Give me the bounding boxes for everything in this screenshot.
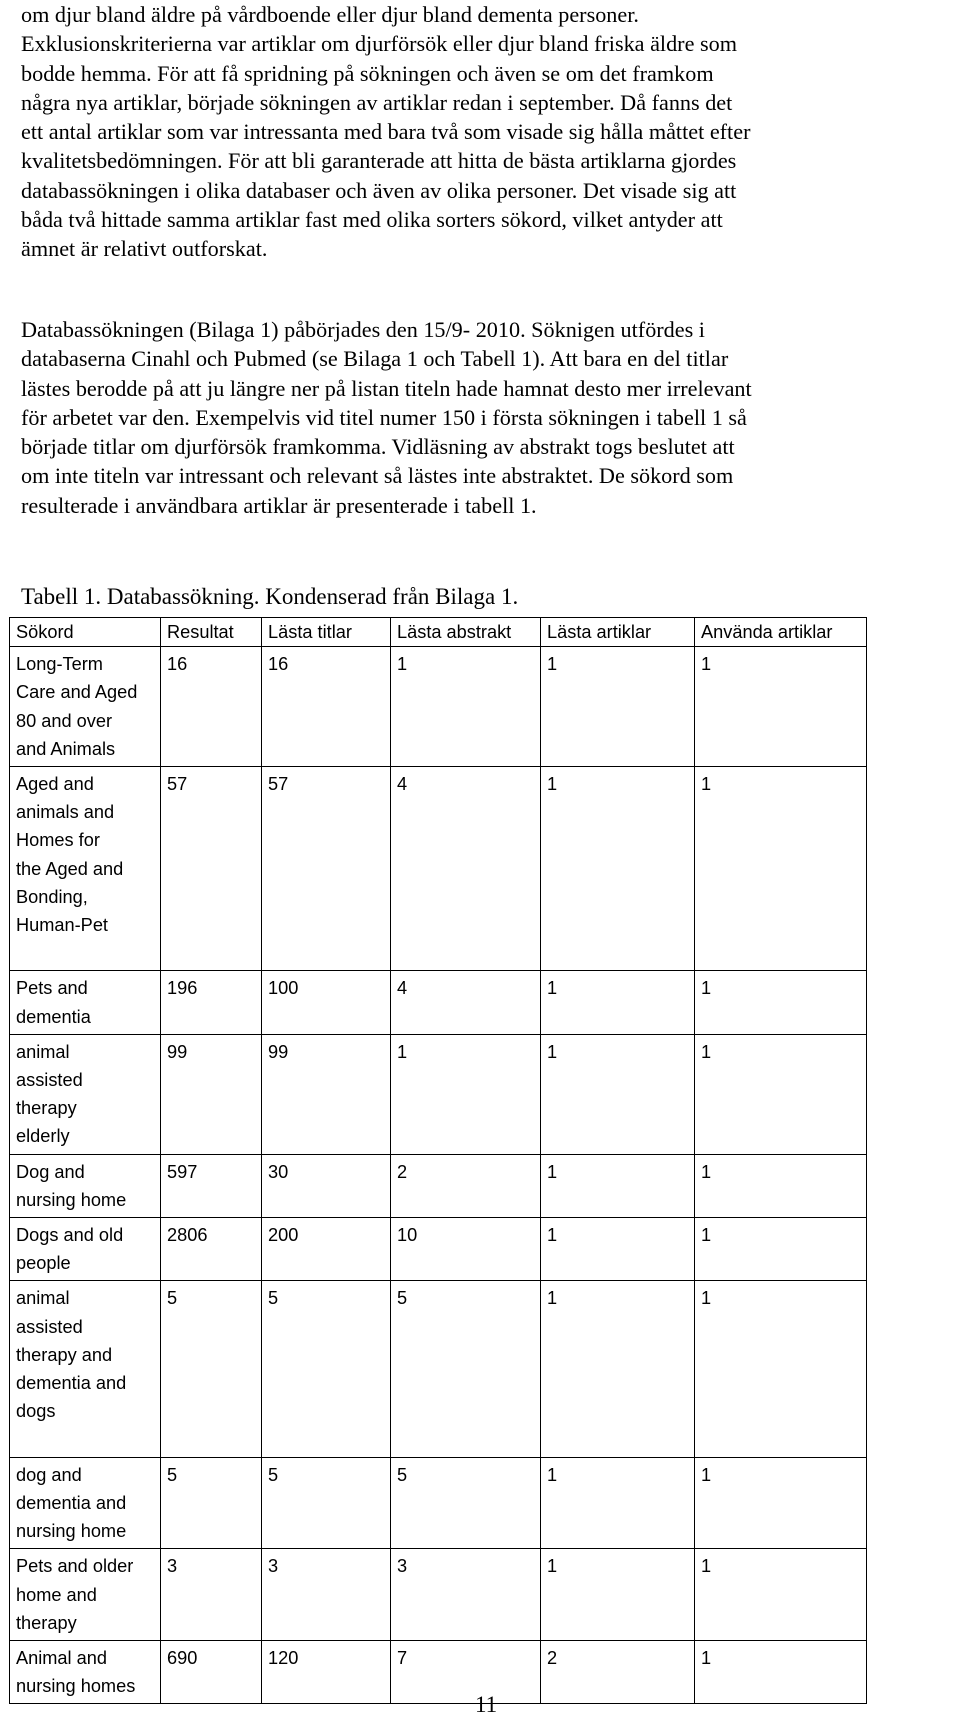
cell-articles-used: 1 — [695, 647, 867, 767]
text-line: lästes berodde på att ju längre ner på listan titeln hade hamnat desto mer irrelevant — [21, 375, 752, 401]
cell-abstracts-read: 1 — [391, 1034, 541, 1154]
column-header-titles-read: Lästa titlar — [262, 618, 391, 647]
table-body — [10, 647, 867, 1704]
search-term-line: dementia and — [16, 1492, 127, 1513]
search-term-line — [16, 1425, 156, 1453]
database-search-table — [9, 617, 867, 1704]
cell-results: 2806 — [161, 1218, 262, 1281]
cell-search-term — [10, 1218, 161, 1281]
cell-articles-read: 1 — [541, 1457, 695, 1549]
search-term-line: Dog and — [16, 1161, 85, 1182]
cell-abstracts-read: 4 — [391, 767, 541, 971]
cell-search-term — [10, 971, 161, 1034]
search-term-line: nursing home — [16, 1521, 127, 1542]
cell-articles-used: 1 — [695, 1457, 867, 1549]
search-term-line: Human-Pet — [16, 915, 108, 936]
search-term-line — [16, 939, 156, 967]
table-row — [10, 647, 867, 767]
cell-articles-read: 1 — [541, 1281, 695, 1457]
search-term-line: dementia — [16, 1006, 91, 1027]
cell-abstracts-read: 2 — [391, 1154, 541, 1217]
cell-articles-used: 1 — [695, 767, 867, 971]
text-line: båda två hittade samma artiklar fast med olika sorters sökord, vilket antyder att — [21, 207, 723, 233]
cell-articles-used: 1 — [695, 1281, 867, 1457]
cell-articles-used: 1 — [695, 1640, 867, 1703]
text-line: om djur bland äldre på vårdboende eller djur bland dementa personer. — [21, 2, 639, 27]
text-line: för arbetet var den. Exempelvis vid titel numer 150 i första sökningen i tabell 1 så — [21, 404, 747, 430]
cell-search-term — [10, 1457, 161, 1549]
search-term-line: Long-Term — [16, 654, 103, 675]
cell-results: 99 — [161, 1034, 262, 1154]
table-row — [10, 1154, 867, 1217]
search-term-line: Bonding, — [16, 886, 88, 907]
cell-articles-read: 1 — [541, 1549, 695, 1641]
cell-search-term — [10, 647, 161, 767]
cell-titles-read: 30 — [262, 1154, 391, 1217]
cell-titles-read: 16 — [262, 647, 391, 767]
text-line: några nya artiklar, började sökningen av artiklar redan i september. Då fanns det — [21, 89, 733, 115]
cell-results: 5 — [161, 1457, 262, 1549]
text-line: Exklusionskriterierna var artiklar om djurförsök eller djur bland friska äldre som — [21, 31, 737, 57]
search-term-line: and Animals — [16, 738, 116, 759]
cell-articles-used: 1 — [695, 971, 867, 1034]
text-line: ett antal artiklar som var intressanta med bara två som visade sig hålla måttet efter — [21, 119, 751, 145]
cell-search-term — [10, 1640, 161, 1703]
cell-search-term — [10, 1154, 161, 1217]
table-row — [10, 1457, 867, 1549]
search-term-line: Pets and older — [16, 1556, 134, 1577]
cell-abstracts-read: 3 — [391, 1549, 541, 1641]
cell-results: 690 — [161, 1640, 262, 1703]
text-line: ämnet är relativt outforskat. — [21, 236, 268, 262]
text-line: om inte titeln var intressant och relevant så lästes inte abstraktet. De sökord som — [21, 463, 734, 489]
search-term-line: 80 and over — [16, 710, 113, 731]
cell-search-term — [10, 1034, 161, 1154]
cell-abstracts-read: 5 — [391, 1281, 541, 1457]
search-term-line: dementia and — [16, 1373, 127, 1394]
cell-titles-read: 120 — [262, 1640, 391, 1703]
table-row — [10, 971, 867, 1034]
text-line: bodde hemma. För att få spridning på sökningen och även se om det framkom — [21, 60, 714, 86]
column-header-results: Resultat — [161, 618, 262, 647]
text-line: databassökningen i olika databaser och även av olika personer. Det visade sig att — [21, 177, 737, 203]
table-row — [10, 1034, 867, 1154]
paragraph-database-search — [21, 315, 946, 520]
search-term-line: therapy and — [16, 1344, 113, 1365]
search-term-line: nursing home — [16, 1189, 127, 1210]
cell-articles-used: 1 — [695, 1549, 867, 1641]
search-term-line: therapy — [16, 1612, 77, 1633]
paragraph-inclusion-criteria — [21, 0, 946, 264]
cell-results: 16 — [161, 647, 262, 767]
cell-articles-used: 1 — [695, 1154, 867, 1217]
table-header-row — [10, 618, 867, 647]
cell-titles-read: 5 — [262, 1457, 391, 1549]
cell-abstracts-read: 10 — [391, 1218, 541, 1281]
cell-results: 5 — [161, 1281, 262, 1457]
search-term-line: people — [16, 1253, 71, 1274]
cell-abstracts-read: 4 — [391, 971, 541, 1034]
cell-titles-read: 99 — [262, 1034, 391, 1154]
search-term-line: the Aged and — [16, 858, 124, 879]
search-term-line: Homes for — [16, 830, 100, 851]
cell-search-term — [10, 1281, 161, 1457]
column-header-abstracts-read: Lästa abstrakt — [391, 618, 541, 647]
search-term-line: therapy — [16, 1098, 77, 1119]
table-row — [10, 1640, 867, 1703]
search-term-line: Animal and — [16, 1647, 107, 1668]
cell-articles-read: 1 — [541, 1154, 695, 1217]
text-line: databaserna Cinahl och Pubmed (se Bilaga 1 och Tabell 1). Att bara en del titlar — [21, 346, 729, 372]
cell-results: 597 — [161, 1154, 262, 1217]
cell-results: 57 — [161, 767, 262, 971]
cell-results: 196 — [161, 971, 262, 1034]
search-term-line: Dogs and old — [16, 1225, 124, 1246]
table-row — [10, 1281, 867, 1457]
page-number: 11 — [475, 1692, 498, 1717]
column-header-search-term: Sökord — [10, 618, 161, 647]
column-header-articles-used: Använda artiklar — [695, 618, 867, 647]
cell-articles-used: 1 — [695, 1218, 867, 1281]
search-term-line: assisted — [16, 1070, 83, 1091]
text-line: Databassökningen (Bilaga 1) påbörjades den 15/9- 2010. Söknigen utfördes i — [21, 317, 705, 342]
cell-titles-read: 200 — [262, 1218, 391, 1281]
text-line: började titlar om djurförsök framkomma. Vidläsning av abstrakt togs beslutet att — [21, 434, 735, 460]
cell-articles-read: 1 — [541, 971, 695, 1034]
cell-articles-read: 1 — [541, 1034, 695, 1154]
table-row — [10, 1218, 867, 1281]
column-header-articles-read: Lästa artiklar — [541, 618, 695, 647]
cell-results: 3 — [161, 1549, 262, 1641]
cell-search-term — [10, 1549, 161, 1641]
search-term-line: Pets and — [16, 978, 88, 999]
cell-titles-read: 100 — [262, 971, 391, 1034]
search-term-line: animal — [16, 1288, 70, 1309]
cell-abstracts-read: 5 — [391, 1457, 541, 1549]
table-caption: Tabell 1. Databassökning. Kondenserad från Bilaga 1. — [21, 584, 519, 609]
cell-abstracts-read: 1 — [391, 647, 541, 767]
cell-articles-read: 1 — [541, 1218, 695, 1281]
search-term-line: elderly — [16, 1126, 70, 1147]
cell-articles-read: 2 — [541, 1640, 695, 1703]
search-term-line: nursing homes — [16, 1676, 136, 1697]
search-term-line: dogs — [16, 1401, 56, 1422]
cell-articles-read: 1 — [541, 767, 695, 971]
cell-articles-read: 1 — [541, 647, 695, 767]
search-term-line: animals and — [16, 802, 115, 823]
text-line: resulterade i användbara artiklar är presenterade i tabell 1. — [21, 492, 537, 518]
cell-search-term — [10, 767, 161, 971]
table-row — [10, 767, 867, 971]
table-row — [10, 1549, 867, 1641]
search-term-line: dog and — [16, 1464, 82, 1485]
cell-titles-read: 5 — [262, 1281, 391, 1457]
search-term-line: home and — [16, 1584, 97, 1605]
text-line: kvalitetsbedömningen. För att bli garanterade att hitta de bästa artiklarna gjordes — [21, 148, 737, 174]
search-term-line: animal — [16, 1041, 70, 1062]
cell-titles-read: 57 — [262, 767, 391, 971]
search-term-line: assisted — [16, 1316, 83, 1337]
search-term-line: Aged and — [16, 774, 94, 795]
cell-abstracts-read: 7 — [391, 1640, 541, 1703]
cell-articles-used: 1 — [695, 1034, 867, 1154]
cell-titles-read: 3 — [262, 1549, 391, 1641]
search-term-line: Care and Aged — [16, 682, 138, 703]
